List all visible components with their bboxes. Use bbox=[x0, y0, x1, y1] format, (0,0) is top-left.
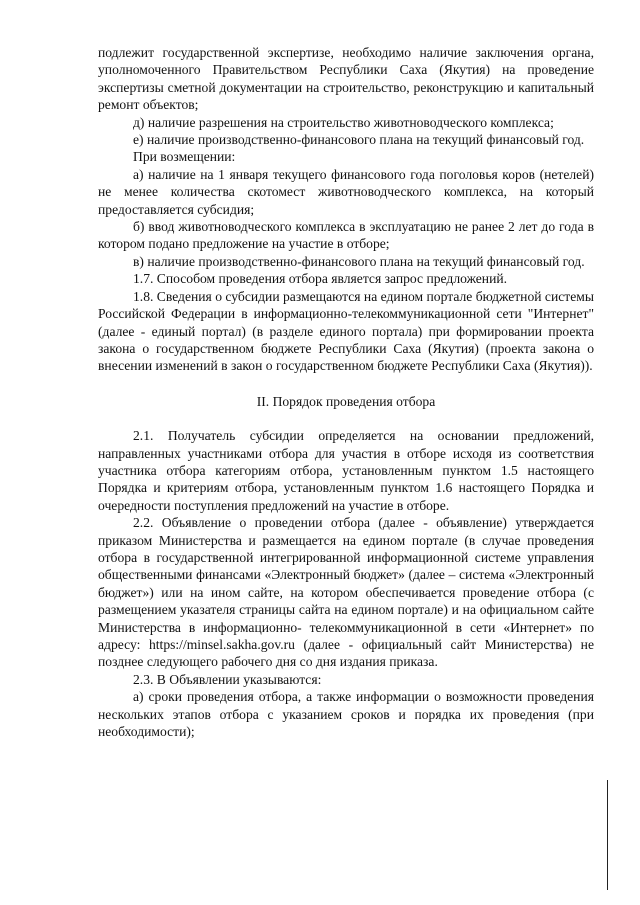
paragraph: д) наличие разрешения на строительство животноводческого комплекса; bbox=[133, 114, 554, 130]
page-edge-line bbox=[607, 780, 608, 890]
paragraph: а) наличие на 1 января текущего финансового года поголовья коров (нетелей) не менее количества скотомест животноводческого комплекса, на который предоставляется субсидия; bbox=[98, 166, 594, 217]
paragraph: 2.1. Получатель субсидии определяется на основании предложений, направленных участниками отбора для участия в отборе исходя из соответствия участника отбора категориям отбора, установленным пунктом 1.5 настоящего Порядка и критериям отбора, установленным пунктом 1.6 настоящего Порядка и очередности поступления предложений на участие в отборе. bbox=[98, 428, 594, 513]
paragraph-group-bottom bbox=[98, 427, 594, 740]
paragraph: 2.3. В Объявлении указываются: bbox=[133, 671, 322, 687]
section-heading: II. Порядок проведения отбора bbox=[256, 393, 436, 409]
paragraph: 2.2. Объявление о проведении отбора (далее - объявление) утверждается приказом Министерства и размещается на едином портале (в случае проведения отбора в государственной интегрированной информационной системе управления общественными финансами «Электронный бюджет» (далее – система «Электронный бюджет») или на ином сайте, на котором обеспечивается проведение отбора (с размещением указателя страницы сайта на едином портале) и на официальном сайте Министерства в информационно- телекоммуникационной в сети «Интернет» по адресу: https://minsel.sakha.gov.ru (далее - официальный сайт Министерства) не позднее следующего рабочего дня со дня издания приказа. bbox=[98, 515, 594, 670]
paragraph: в) наличие производственно-финансового плана на текущий финансовый год. bbox=[133, 253, 585, 269]
paragraph: 1.8. Сведения о субсидии размещаются на едином портале бюджетной системы Российской Федерации в информационно-телекоммуникационной сети "Интернет" (далее - единый портал) (в разделе единого портала) при формировании проекта закона о государственном бюджете Республики Саха (Якутия) (проекта закона о внесении изменений в закон о государственном бюджете Республики Саха (Якутия)). bbox=[98, 288, 594, 374]
document-body bbox=[98, 44, 594, 740]
paragraph: б) ввод животноводческого комплекса в эксплуатацию не ранее 2 лет до года в котором подано предложение на участие в отборе; bbox=[98, 219, 594, 252]
paragraph: При возмещении: bbox=[133, 149, 236, 165]
paragraph: а) сроки проведения отбора, а также информации о возможности проведения нескольких этапов отбора с указанием сроков и порядка их проведения (при необходимости); bbox=[98, 689, 594, 740]
paragraph: 1.7. Способом проведения отбора является запрос предложений. bbox=[133, 271, 508, 287]
paragraph-group-top bbox=[98, 44, 594, 375]
paragraph: подлежит государственной экспертизе, необходимо наличие заключения органа, уполномоченного Правительством Республики Саха (Якутия) на проведение экспертизы сметной документации на строительство, реконструкцию и капитальный ремонт объектов; bbox=[98, 45, 594, 113]
paragraph: е) наличие производственно-финансового плана на текущий финансовый год. bbox=[133, 132, 585, 148]
